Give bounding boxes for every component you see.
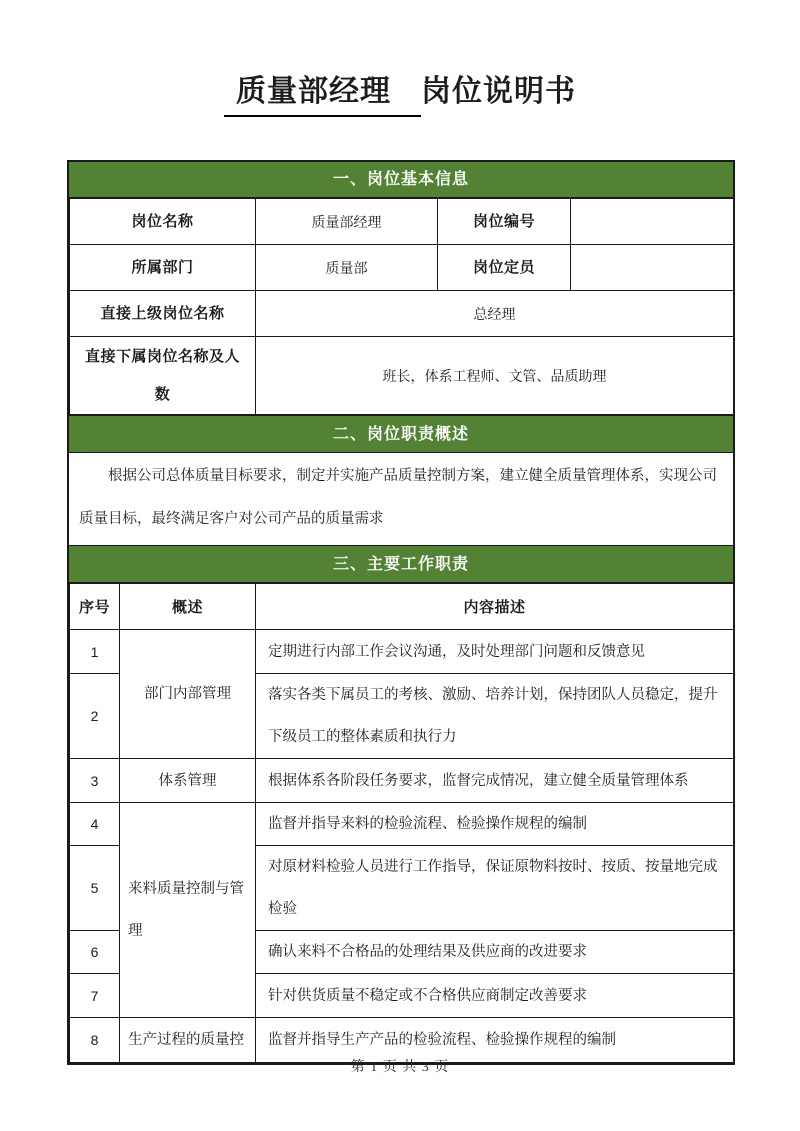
duty-description: 落实各类下属员工的考核、激励、培养计划，保持团队人员稳定，提升下级员工的整体素质和执行力 xyxy=(256,674,734,759)
field-value-department: 质量部 xyxy=(256,245,438,291)
duty-overview-text: 根据公司总体质量目标要求，制定并实施产品质量控制方案，建立健全质量管理体系，实现公司质量目标，最终满足客户对公司产品的质量需求 xyxy=(79,468,717,527)
duty-row xyxy=(70,803,734,846)
duty-row xyxy=(70,630,734,674)
duty-number: 1 xyxy=(70,630,120,674)
field-label-headcount: 岗位定员 xyxy=(438,245,571,291)
duty-category: 部门内部管理 xyxy=(120,630,256,759)
duty-description: 针对供货质量不稳定或不合格供应商制定改善要求 xyxy=(256,974,734,1018)
duties-header-row xyxy=(70,584,734,630)
page-number-footer: 第 1 页 共 3 页 xyxy=(350,1060,450,1075)
column-header-description: 内容描述 xyxy=(256,584,734,630)
duty-number: 7 xyxy=(70,974,120,1018)
duty-number: 6 xyxy=(70,931,120,974)
duty-description: 根据体系各阶段任务要求，监督完成情况，建立健全质量管理体系 xyxy=(256,759,734,803)
duty-number: 2 xyxy=(70,674,120,759)
page-title xyxy=(0,66,800,117)
duty-description: 监督并指导来料的检验流程、检验操作规程的编制 xyxy=(256,803,734,846)
duty-category: 生产过程的质量控 xyxy=(120,1018,256,1063)
field-label-direct-superior: 直接上级岗位名称 xyxy=(70,291,256,337)
column-header-category: 概述 xyxy=(120,584,256,630)
title-rest-part: 岗位说明书 xyxy=(421,75,576,108)
duty-description: 对原材料检验人员进行工作指导，保证原物料按时、按质、按量地完成检验 xyxy=(256,846,734,931)
field-label-direct-subordinates: 直接下属岗位名称及人数 xyxy=(70,337,256,415)
duty-category: 来料质量控制与管理 xyxy=(120,803,256,1018)
basic-info-table xyxy=(69,198,734,415)
duty-description: 确认来料不合格品的处理结果及供应商的改进要求 xyxy=(256,931,734,974)
table-row xyxy=(70,245,734,291)
column-header-number: 序号 xyxy=(70,584,120,630)
field-label-job-code: 岗位编号 xyxy=(438,199,571,245)
field-value-job-name: 质量部经理 xyxy=(256,199,438,245)
table-row xyxy=(70,291,734,337)
duty-description: 定期进行内部工作会议沟通，及时处理部门问题和反馈意见 xyxy=(256,630,734,674)
field-value-direct-subordinates: 班长，体系工程师、文管、品质助理 xyxy=(256,337,734,415)
field-value-headcount xyxy=(571,245,734,291)
field-label-department: 所属部门 xyxy=(70,245,256,291)
duty-description: 监督并指导生产产品的检验流程、检验操作规程的编制 xyxy=(256,1018,734,1063)
duty-number: 5 xyxy=(70,846,120,931)
section-header-duty-overview: 二、岗位职责概述 xyxy=(69,415,733,453)
title-underlined-part: 质量部经理 xyxy=(224,66,421,117)
duty-number: 8 xyxy=(70,1018,120,1063)
duty-number: 4 xyxy=(70,803,120,846)
duty-category: 体系管理 xyxy=(120,759,256,803)
duty-number: 3 xyxy=(70,759,120,803)
job-description-table xyxy=(67,160,735,1065)
table-row xyxy=(70,337,734,415)
field-value-direct-superior: 总经理 xyxy=(256,291,734,337)
section-header-basic-info: 一、岗位基本信息 xyxy=(69,162,733,198)
field-value-job-code xyxy=(571,199,734,245)
main-duties-table xyxy=(69,583,734,1063)
section-header-main-duties: 三、主要工作职责 xyxy=(69,545,733,583)
table-row xyxy=(70,199,734,245)
field-label-job-name: 岗位名称 xyxy=(70,199,256,245)
duty-row xyxy=(70,759,734,803)
